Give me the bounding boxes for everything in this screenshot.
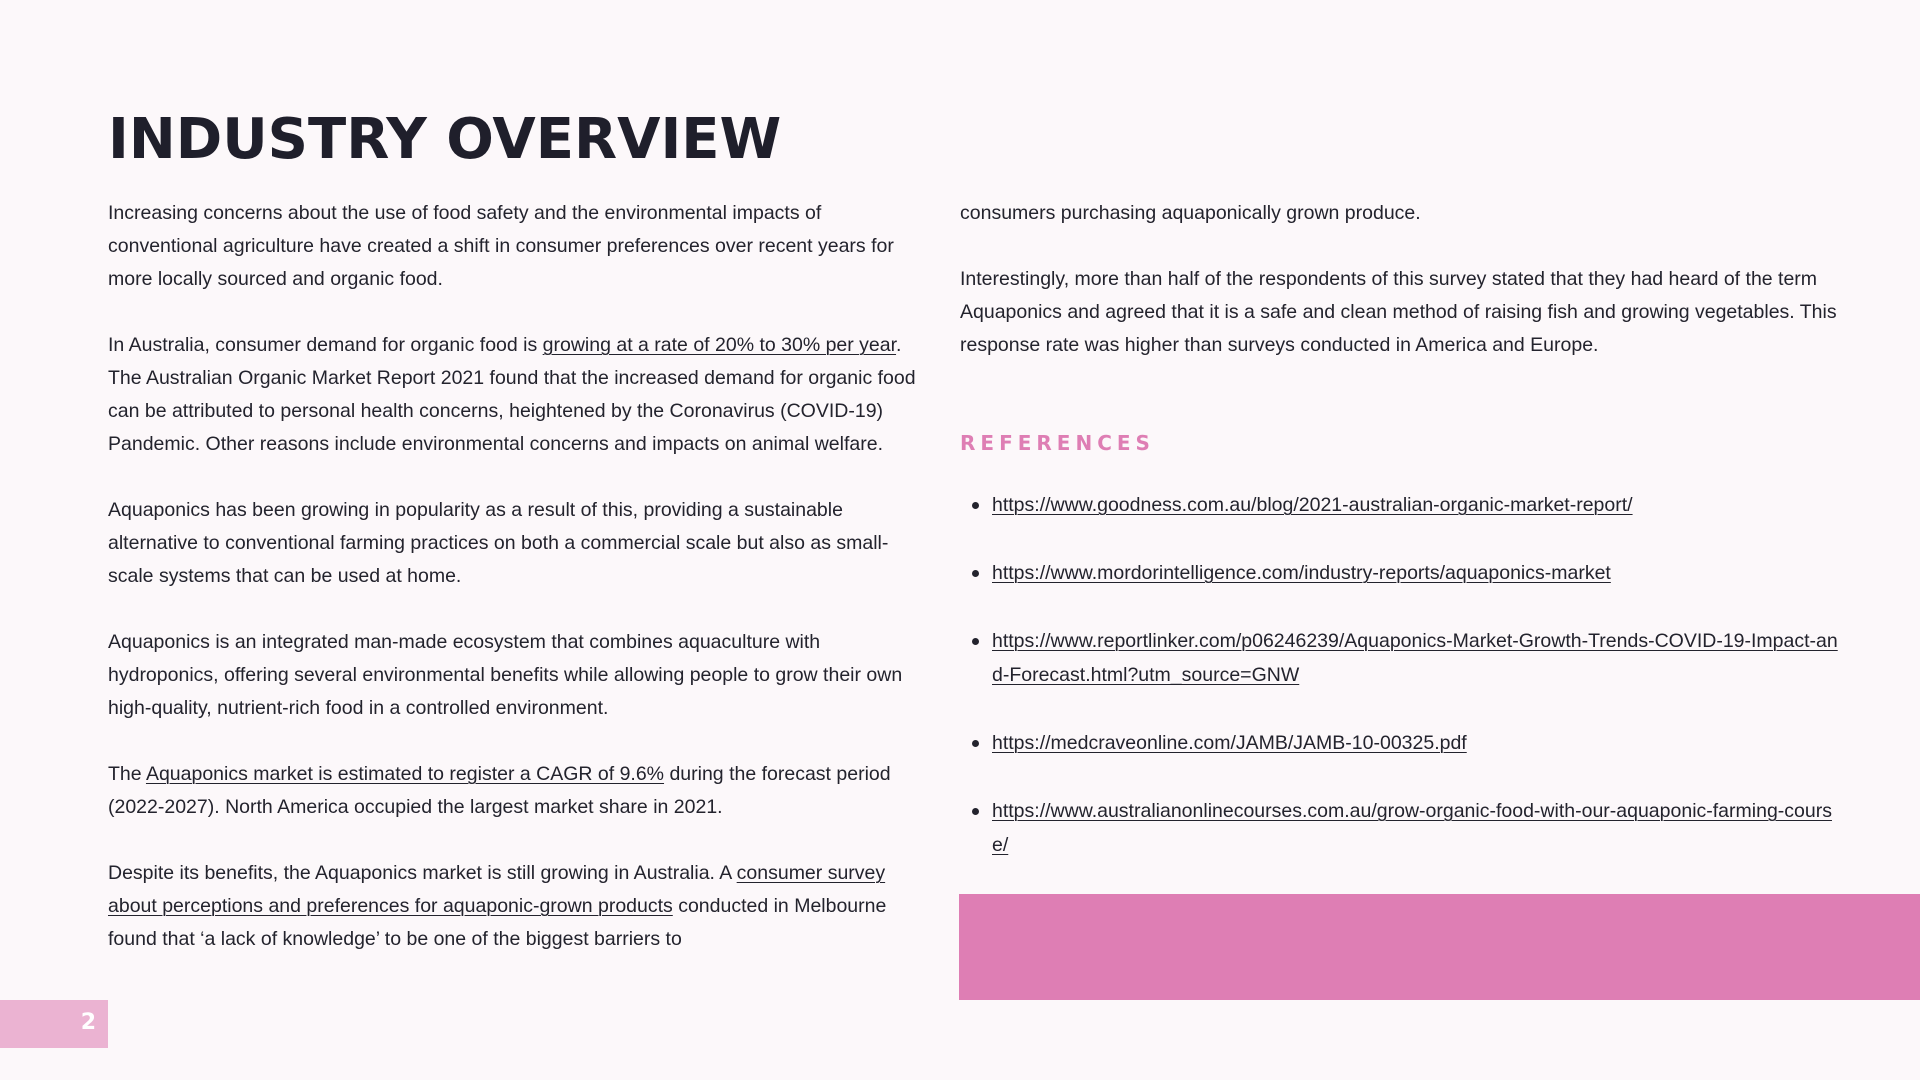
reference-link-reportlinker[interactable]: https://www.reportlinker.com/p06246239/Aquaponics-Market-Growth-Trends-COVID-19-Impact-and-Forecast.html?utm_source=GNW (992, 630, 1838, 686)
reference-item (992, 556, 1840, 590)
market-text-start: The (108, 763, 146, 785)
market-cagr-link[interactable]: Aquaponics market is estimated to register a CAGR of 9.6% (145, 763, 665, 785)
references-heading: REFERENCES (960, 431, 1155, 455)
reference-item (992, 488, 1840, 522)
page-number: 2 (80, 1010, 96, 1035)
growth-rate-link[interactable]: growing at a rate of 20% to 30% per year (542, 334, 897, 356)
paragraph-food-concerns: Increasing concerns about the use of food safety and the environmental impacts of conventional agriculture have created a shift in consumer preferences over recent years for more locally sourced and organic food. (108, 202, 894, 290)
decorative-pink-block (959, 894, 1920, 1000)
page-number-tab (0, 1000, 108, 1048)
organic-demand-text-start: In Australia, consumer demand for organic food is (108, 334, 543, 356)
paragraph-market-cagr (108, 758, 918, 824)
market-text-end: during the forecast period (2022-2027). North America occupied the largest market share in 2021. (108, 763, 891, 818)
reference-item (992, 624, 1840, 692)
reference-item (992, 726, 1840, 760)
reference-link-australianonlinecourses[interactable]: https://www.australianonlinecourses.com.au/grow-organic-food-with-our-aquaponic-farming-course/ (992, 800, 1832, 856)
page-title: INDUSTRY OVERVIEW (108, 107, 782, 172)
reference-item (992, 794, 1840, 862)
survey-text-end: conducted in Melbourne found that ‘a lack of knowledge’ to be one of the biggest barriers to (108, 895, 887, 950)
paragraph-aquaponics-definition: Aquaponics is an integrated man-made ecosystem that combines aquaculture with hydroponics, offering several environmental benefits while allowing people to grow their own high-quality, nutrient-rich food in a controlled environment. (108, 631, 903, 719)
right-column (960, 197, 1840, 362)
paragraph-consumer-survey (108, 857, 918, 956)
survey-text-start: Despite its benefits, the Aquaponics market is still growing in Australia. A (108, 862, 737, 884)
organic-demand-text-end: . The Australian Organic Market Report 2021 found that the increased demand for organic food can be attributed to personal health concerns, heightened by the Coronavirus (COVID-19) Pandemic. Other reasons include environmental concerns and impacts on animal welfare. (108, 334, 916, 455)
left-column (108, 197, 918, 956)
reference-link-goodness[interactable]: https://www.goodness.com.au/blog/2021-australian-organic-market-report/ (992, 494, 1633, 516)
reference-link-medcrave[interactable]: https://medcraveonline.com/JAMB/JAMB-10-00325.pdf (992, 732, 1467, 754)
reference-link-mordorintelligence[interactable]: https://www.mordorintelligence.com/industry-reports/aquaponics-market (992, 562, 1611, 584)
paragraph-aquaponics-popularity: Aquaponics has been growing in popularity as a result of this, providing a sustainable alternative to conventional farming practices on both a commercial scale but also as small-scale systems that can be used at home. (108, 499, 889, 587)
paragraph-survey-findings: Interestingly, more than half of the respondents of this survey stated that they had heard of the term Aquaponics and agreed that it is a safe and clean method of raising fish and growing vegetables. This response rate was higher than surveys conducted in America and Europe. (960, 268, 1837, 356)
paragraph-organic-demand (108, 329, 918, 461)
paragraph-continuation: consumers purchasing aquaponically grown produce. (960, 202, 1421, 224)
references-list (960, 488, 1840, 896)
consumer-survey-link[interactable]: consumer survey about perceptions and preferences for aquaponic-grown products (108, 862, 886, 917)
